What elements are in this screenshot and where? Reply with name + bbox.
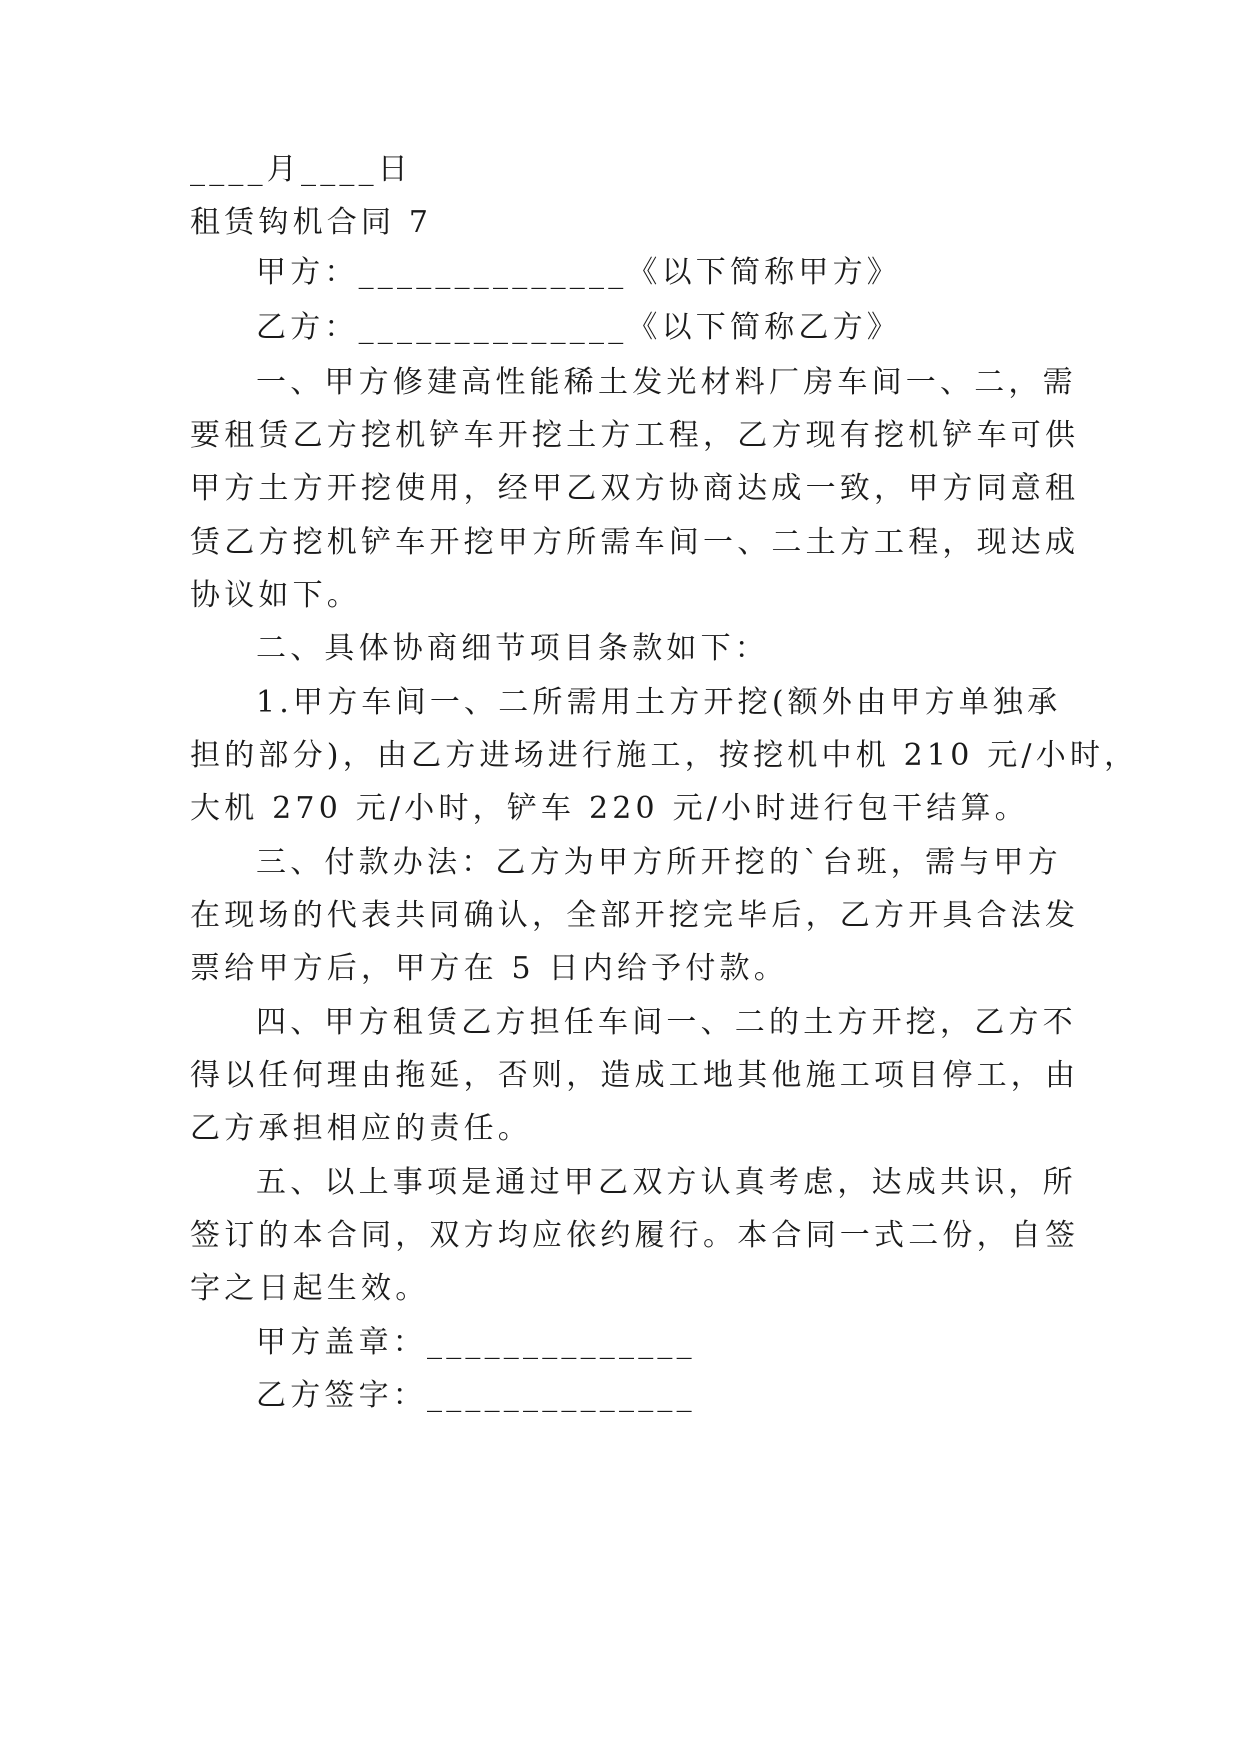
clause-3-line: 票给甲方后，甲方在 5 日内给予付款。	[190, 951, 788, 986]
clause-4-line: 乙方承担相应的责任。	[190, 1111, 532, 1146]
clause-1-line: 要租赁乙方挖机铲车开挖土方工程，乙方现有挖机铲车可供	[190, 418, 1080, 453]
clause-3-line: 在现场的代表共同确认，全部开挖完毕后，乙方开具合法发	[190, 898, 1080, 933]
item-1-line: 大机 270 元/小时，铲车 220 元/小时进行包干结算。	[190, 791, 1029, 826]
clause-5-line: 五、以上事项是通过甲乙双方认真考虑，达成共识，所	[256, 1165, 1077, 1200]
clause-4-line: 四、甲方租赁乙方担任车间一、二的土方开挖，乙方不	[256, 1005, 1077, 1040]
clause-1-line: 一、甲方修建高性能稀土发光材料厂房车间一、二，需	[256, 365, 1077, 400]
item-1-line: 1.甲方车间一、二所需用土方开挖(额外由甲方单独承	[256, 685, 1062, 720]
document-title: 租赁钩机合同 7	[190, 205, 433, 240]
clause-2-heading: 二、具体协商细节项目条款如下：	[256, 631, 769, 666]
item-1-line: 担的部分)，由乙方进场进行施工，按挖机中机 210 元/小时，	[190, 738, 1139, 773]
party-b-signature-line: 乙方签字：______________	[256, 1378, 696, 1413]
clause-1-line: 赁乙方挖机铲车开挖甲方所需车间一、二土方工程，现达成	[190, 525, 1080, 560]
clause-1-line: 协议如下。	[190, 578, 361, 613]
clause-3-line: 三、付款办法：乙方为甲方所开挖的`台班，需与甲方	[256, 845, 1062, 880]
date-line: ____月____日	[190, 152, 412, 187]
clause-5-line: 字之日起生效。	[190, 1271, 430, 1306]
party-a-seal-line: 甲方盖章：______________	[256, 1325, 696, 1360]
clause-4-line: 得以任何理由拖延，否则，造成工地其他施工项目停工，由	[190, 1058, 1080, 1093]
clause-1-line: 甲方土方开挖使用，经甲乙双方协商达成一致，甲方同意租	[190, 471, 1080, 506]
clause-5-line: 签订的本合同，双方均应依约履行。本合同一式二份，自签	[190, 1218, 1080, 1253]
party-a-line: 甲方：______________《以下简称甲方》	[256, 255, 901, 290]
party-b-line: 乙方：______________《以下简称乙方》	[256, 310, 901, 345]
